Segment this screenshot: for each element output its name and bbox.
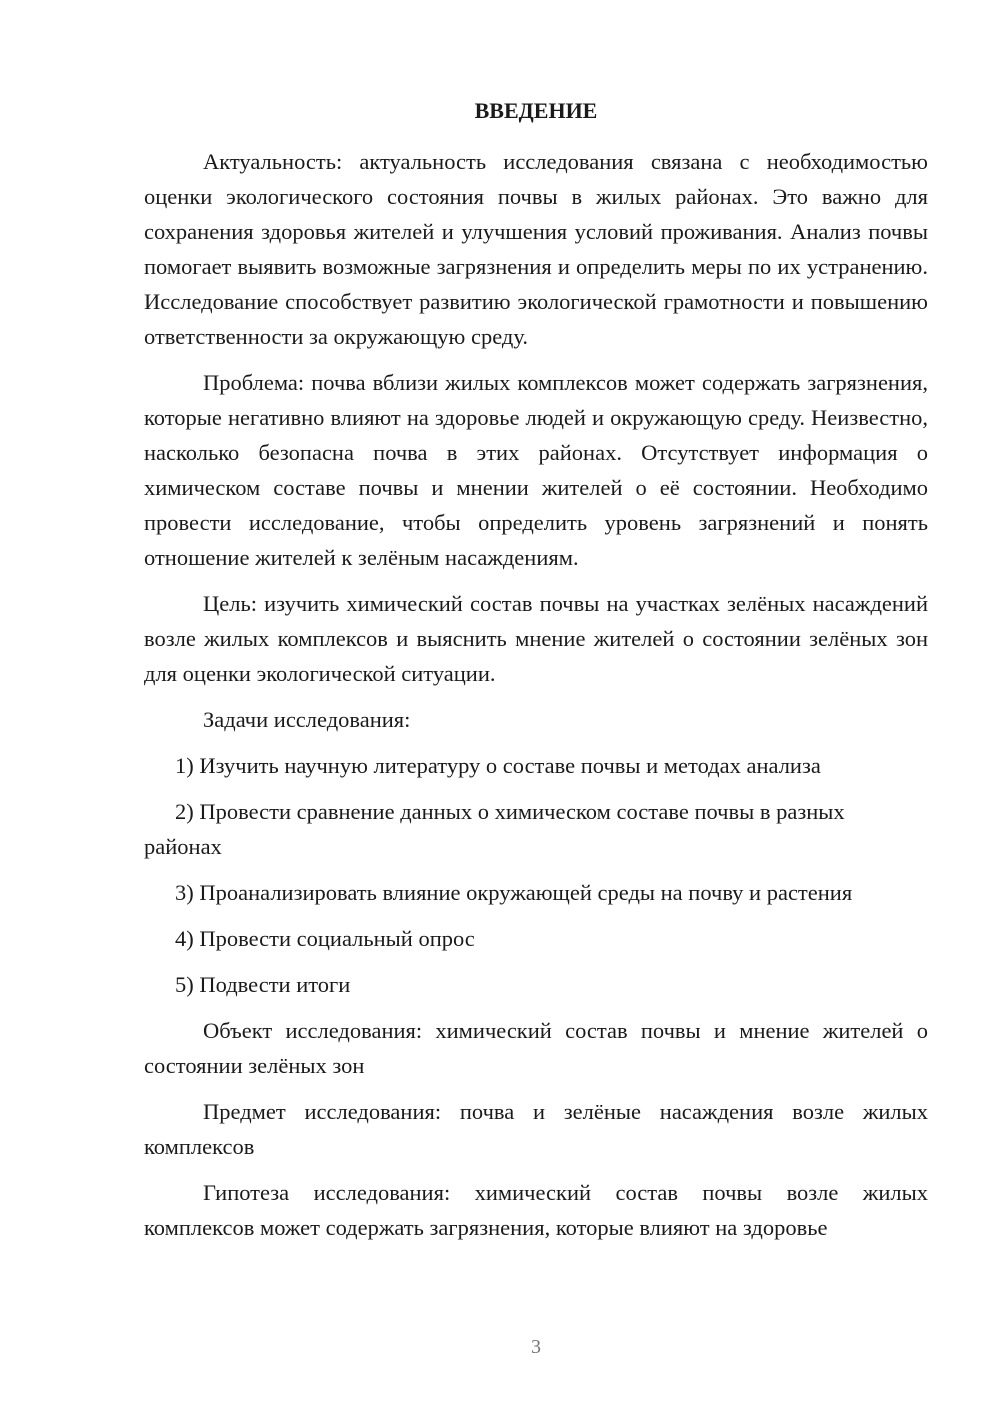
task-item-4: 4) Провести социальный опрос — [175, 926, 475, 951]
task-item-1: 1) Изучить научную литературу о составе почвы и методах анализа — [175, 753, 821, 778]
subject-paragraph: Предмет исследования: почва и зелёные насаждения возле жилых комплексов — [144, 1099, 928, 1159]
task-item-3: 3) Проанализировать влияние окружающей среды на почву и растения — [175, 880, 853, 905]
page-number: 3 — [531, 1336, 541, 1358]
relevance-paragraph: Актуальность: актуальность исследования связана с необходимостью оценки экологического состояния почвы в жилых районах. Это важно для сохранения здоровья жителей и улучшения условий проживания. Анализ почвы помогает выявить возможные загрязнения и определить меры по их устранению. Исследование способствует развитию экологической грамотности и повышению ответственности за окружающую среду. — [144, 149, 928, 349]
task-item-2: 2) Провести сравнение данных о химическом составе почвы в разных районах — [144, 799, 845, 859]
problem-paragraph: Проблема: почва вблизи жилых комплексов может содержать загрязнения, которые негативно влияют на здоровье людей и окружающую среду. Неизвестно, насколько безопасна почва в этих районах. Отсутствует информация о химическом составе почвы и мнении жителей о её состоянии. Необходимо провести исследование, чтобы определить уровень загрязнений и понять отношение жителей к зелёным насаждениям. — [144, 370, 928, 570]
hypothesis-paragraph: Гипотеза исследования: химический состав почвы возле жилых комплексов может содержать загрязнения, которые влияют на здоровье — [144, 1180, 928, 1240]
object-paragraph: Объект исследования: химический состав почвы и мнение жителей о состоянии зелёных зон — [144, 1018, 928, 1078]
task-item-5: 5) Подвести итоги — [175, 972, 351, 997]
tasks-heading: Задачи исследования: — [203, 707, 411, 732]
body-text — [144, 144, 928, 1256]
goal-paragraph: Цель: изучить химический состав почвы на участках зелёных насаждений возле жилых комплексов и выяснить мнение жителей о состоянии зелёных зон для оценки экологической ситуации. — [144, 591, 928, 686]
section-title: ВВЕДЕНИЕ — [474, 98, 598, 123]
